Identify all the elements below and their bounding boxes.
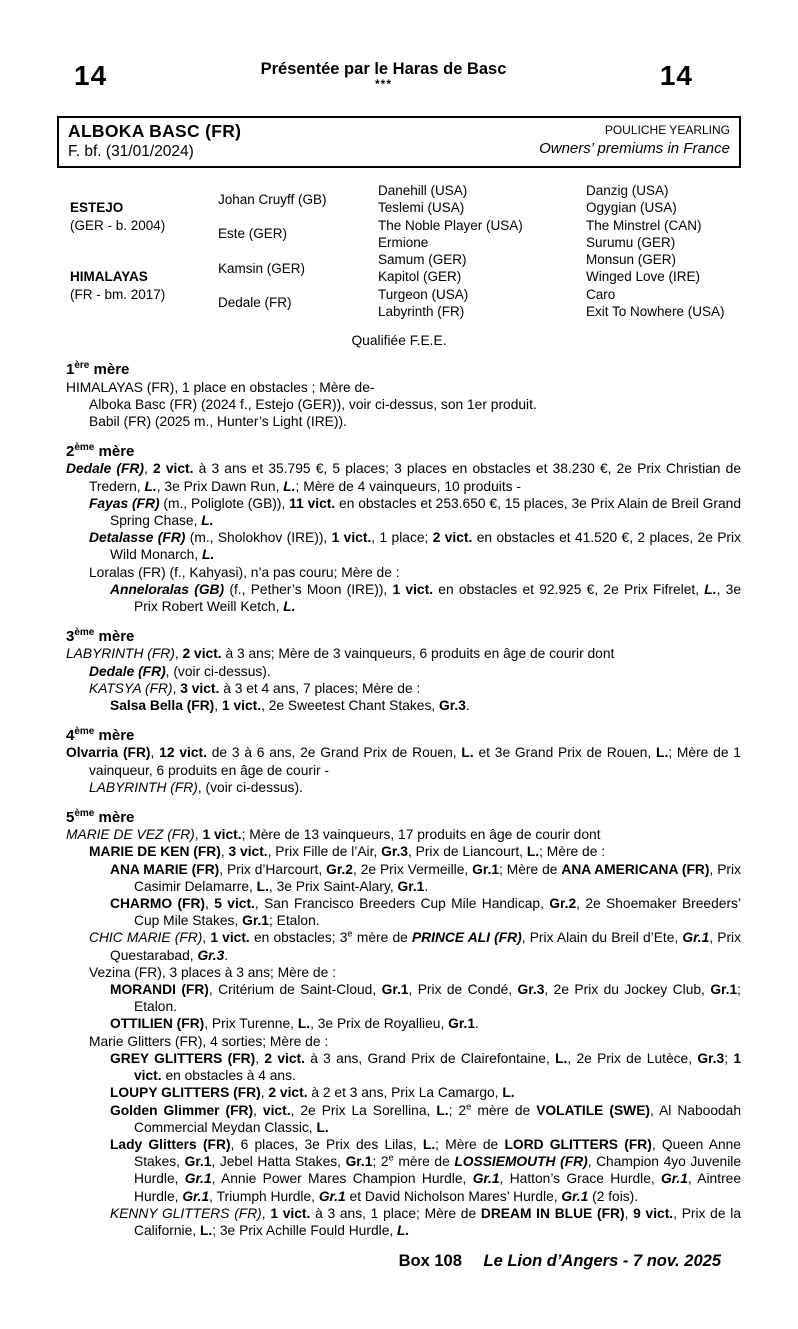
pedigree-gen3-ancestor: Teslemi (USA) (378, 200, 465, 216)
qualification-note: Qualifiée F.E.E. (351, 333, 447, 349)
horse-identity (68, 121, 241, 161)
pedigree-gen3-ancestor: Kapitol (GER) (378, 269, 462, 285)
horse-name: ALBOKA BASC (FR) (68, 121, 242, 141)
pedigree-gen4-ancestor: Exit To Nowhere (USA) (586, 304, 725, 320)
premiums-label: Owners’ premiums in France (539, 140, 730, 157)
mere-section-heading: 5ème mère (66, 808, 135, 827)
mere-section (66, 727, 741, 796)
pedigree-note-paragraph: Detalasse (FR) (m., Sholokhov (IRE)), 1 vict., 1 place; 2 vict. en obstacles et 41.520 €, 2 places, 2e Prix Wild Monarch, L. (89, 530, 741, 563)
pedigree-note-paragraph: CHIC MARIE (FR), 1 vict. en obstacles; 3e mère de PRINCE ALI (FR), Prix Alain du Breil d’Ete, Gr.1, Prix Questarabad, Gr.3. (89, 928, 742, 963)
pedigree-note-paragraph: Anneloralas (GB) (f., Pether’s Moon (IRE)), 1 vict. en obstacles et 92.925 €, 2e Prix Fifrelet, L., 3e Prix Robert Weill Ketch, L. (110, 581, 741, 615)
pedigree-gen4-ancestor: Caro (586, 286, 616, 302)
pedigree-gen2-ancestor: Kamsin (GER) (218, 260, 306, 276)
pedigree-note-paragraph: LOUPY GLITTERS (FR), 2 vict. à 2 et 3 ans, Prix La Camargo, L. (110, 1085, 515, 1101)
pedigree-note-paragraph: Golden Glimmer (FR), vict., 2e Prix La Sorellina, L.; 2e mère de VOLATILE (SWE), Al Naboodah Commercial Meydan Classic, L. (110, 1100, 742, 1135)
presenter-stars: *** (374, 77, 392, 91)
pedigree-gen3-ancestor: Labyrinth (FR) (378, 304, 465, 320)
pedigree-gen4-ancestor: Ogygian (USA) (586, 200, 677, 216)
sale-category-block (539, 121, 730, 161)
sale-info: Le Lion d’Angers - 7 nov. 2025 (483, 1252, 721, 1271)
pedigree-gen4-ancestor: Winged Love (IRE) (586, 269, 701, 285)
mere-section-heading: 1ère mère (66, 360, 130, 379)
pedigree-gen3-ancestor: Ermione (378, 234, 429, 250)
pedigree-note-paragraph: LABYRINTH (FR), (voir ci-dessus). (89, 779, 303, 795)
pedigree-gen3-ancestor: Danehill (USA) (378, 183, 468, 198)
mere-section-heading: 3ème mère (66, 627, 135, 646)
pedigree-gen3-ancestor: Turgeon (USA) (378, 286, 469, 302)
mere-section (66, 361, 741, 430)
pedigree-note-paragraph: Marie Glitters (FR), 4 sorties; Mère de : (89, 1033, 329, 1049)
pedigree-note-paragraph: Dedale (FR), 2 vict. à 3 ans et 35.795 €, 5 places; 3 places en obstacles et 38.230 €, 2e Prix Christian de Tredern, L., 3e Prix Dawn Run, L.; Mère de 4 vainqueurs, 10 produits - (66, 461, 741, 494)
pedigree-note-paragraph: ANA MARIE (FR), Prix d’Harcourt, Gr.2, 2e Prix Vermeille, Gr.1; Mère de ANA AMERICANA (FR), Prix Casimir Delamarre, L., 3e Prix Saint-Alary, Gr.1. (110, 861, 741, 894)
mere-section (66, 809, 741, 1239)
pedigree-note-paragraph: Babil (FR) (2025 m., Hunter’s Light (IRE)). (89, 413, 347, 429)
pedigree-table (70, 182, 741, 320)
pedigree-gen2-ancestor: Este (GER) (218, 226, 288, 242)
horse-title-box (57, 116, 741, 168)
pedigree-gen4-ancestor: Monsun (GER) (586, 252, 677, 268)
pedigree-note-paragraph: Olvarria (FR), 12 vict. de 3 à 6 ans, 2e Grand Prix de Rouen, L. et 3e Grand Prix de Rouen, L.; Mère de 1 vainqueur, 6 produits en âge de courir - (66, 745, 741, 778)
pedigree-note-paragraph: Lady Glitters (FR), 6 places, 3e Prix des Lilas, L.; Mère de LORD GLITTERS (FR), Queen Anne Stakes, Gr.1, Jebel Hatta Stakes, Gr.1; 2e mère de LOSSIEMOUTH (FR), Champion 4yo Juvenile Hurdle, Gr.1, Annie Power Mares Champion Hurdle, Gr.1, Hatton’s Grace Hurdle, Gr.1, Aintree Hurdle, Gr.1, Triumph Hurdle, Gr.1 et David Nicholson Mares’ Hurdle, Gr.1 (2 fois). (110, 1136, 742, 1204)
pedigree-note-paragraph: CHARMO (FR), 5 vict., San Francisco Breeders Cup Mile Handicap, Gr.2, 2e Shoemaker Breeders’ Cup Mile Stakes, Gr.1; Etalon. (110, 896, 742, 929)
horse-birth-details: F. bf. (31/01/2024) (68, 143, 194, 160)
pedigree-gen3-ancestor: Samum (GER) (378, 252, 467, 268)
pedigree-note-paragraph: Vezina (FR), 3 places à 3 ans; Mère de : (89, 964, 336, 980)
ancestor-origin: (GER - b. 2004) (70, 217, 166, 233)
pedigree-note-paragraph: Alboka Basc (FR) (2024 f., Estejo (GER)), voir ci-dessus, son 1er produit. (89, 396, 537, 412)
pedigree-gen2-ancestor: Johan Cruyff (GB) (218, 191, 327, 207)
pedigree-note-paragraph: HIMALAYAS (FR), 1 place en obstacles ; Mère de- (66, 379, 375, 395)
mere-section-heading: 4ème mère (66, 726, 135, 745)
pedigree-note-paragraph: MARIE DE VEZ (FR), 1 vict.; Mère de 13 vainqueurs, 17 produits en âge de courir dont (66, 827, 601, 843)
ancestor-origin: (FR - bm. 2017) (70, 286, 166, 302)
pedigree-gen1-ancestor (70, 182, 218, 251)
box-number: Box 108 (398, 1252, 462, 1271)
pedigree-note-paragraph: OTTILIEN (FR), Prix Turenne, L., 3e Prix de Royallieu, Gr.1. (110, 1016, 479, 1032)
pedigree-note-paragraph: Loralas (FR) (f., Kahyasi), n’a pas couru; Mère de : (89, 564, 400, 580)
pedigree-gen3-ancestor: The Noble Player (USA) (378, 217, 523, 233)
pedigree-gen1-ancestor (70, 251, 218, 320)
pedigree-note-paragraph: LABYRINTH (FR), 2 vict. à 3 ans; Mère de 3 vainqueurs, 6 produits en âge de courir dont (66, 646, 615, 662)
pedigree-note-paragraph: KENNY GLITTERS (FR), 1 vict. à 3 ans, 1 place; Mère de DREAM IN BLUE (FR), 9 vict., Prix de la Californie, L.; 3e Prix Achille Fould Hurdle, L. (110, 1205, 741, 1238)
lot-number-right: 14 (659, 60, 693, 91)
ancestor-name: HIMALAYAS (70, 269, 148, 285)
pedigree-gen4-ancestor: The Minstrel (CAN) (586, 217, 702, 233)
pedigree-gen4-ancestor: Surumu (GER) (586, 234, 676, 250)
pedigree-note-paragraph: Dedale (FR), (voir ci-dessus). (89, 663, 271, 679)
mere-section (66, 443, 741, 615)
ancestor-name: ESTEJO (70, 200, 124, 216)
pedigree-note-paragraph: Fayas (FR) (m., Poliglote (GB)), 11 vict. en obstacles et 253.650 €, 15 places, 3e Prix Alain de Breil Grand Spring Chase, L. (89, 495, 742, 528)
pedigree-notes (66, 361, 741, 1239)
pedigree-gen2-ancestor: Dedale (FR) (218, 295, 292, 311)
mere-section (66, 628, 741, 714)
mere-section-heading: 2ème mère (66, 442, 135, 461)
pedigree-note-paragraph: GREY GLITTERS (FR), 2 vict. à 3 ans, Grand Prix de Clairefontaine, L., 2e Prix de Lutèce, Gr.3; 1 vict. en obstacles à 4 ans. (110, 1050, 741, 1084)
lot-number-left: 14 (74, 60, 108, 91)
category-label: POULICHE YEARLING (604, 123, 730, 137)
pedigree-note-paragraph: MARIE DE KEN (FR), 3 vict., Prix Fille de l’Air, Gr.3, Prix de Liancourt, L.; Mère de : (89, 844, 606, 860)
page-header (57, 60, 741, 112)
page-footer (57, 1252, 741, 1271)
pedigree-note-paragraph: MORANDI (FR), Critérium de Saint-Cloud, Gr.1, Prix de Condé, Gr.3, 2e Prix du Jockey Club, Gr.1; Etalon. (110, 982, 742, 1015)
presenter-block (107, 60, 660, 89)
pedigree-note-paragraph: KATSYA (FR), 3 vict. à 3 et 4 ans, 7 places; Mère de : (89, 680, 421, 696)
pedigree-gen4-ancestor: Danzig (USA) (586, 183, 669, 198)
presenter-title: Présentée par le Haras de Basc (260, 60, 507, 78)
pedigree-note-paragraph: Salsa Bella (FR), 1 vict., 2e Sweetest Chant Stakes, Gr.3. (110, 698, 470, 714)
